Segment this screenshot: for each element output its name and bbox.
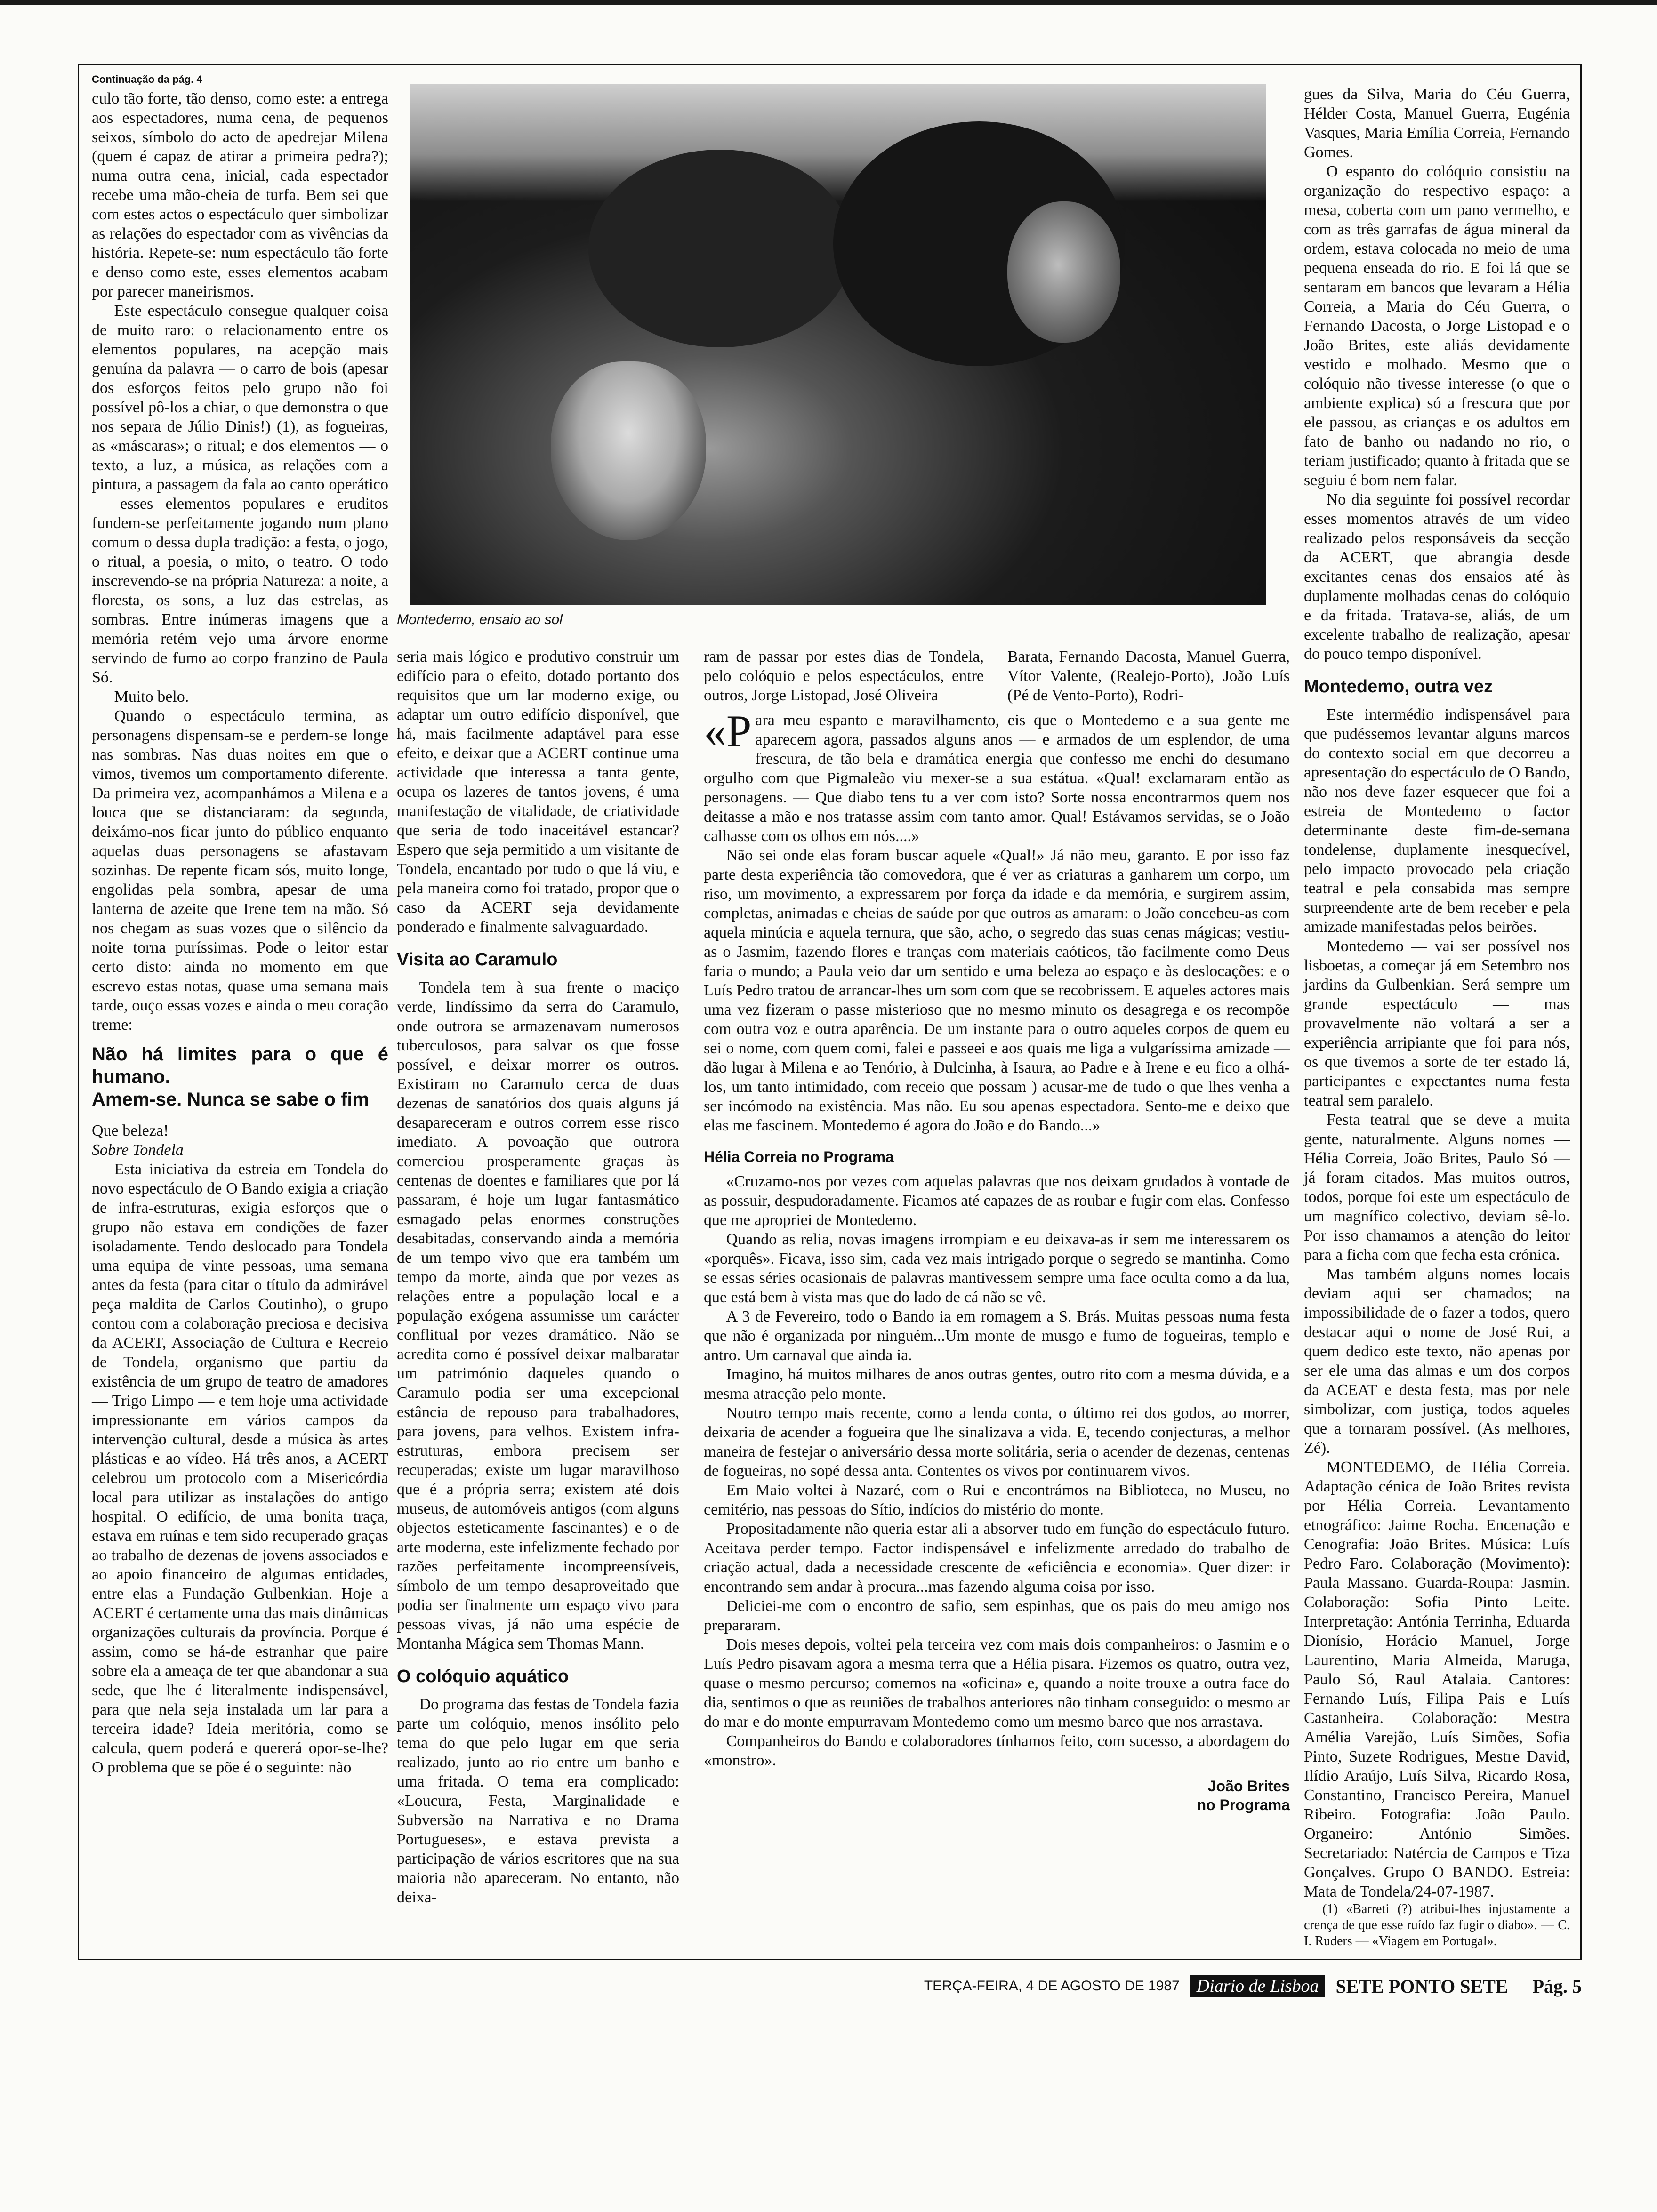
newspaper-logo: Diario de Lisboa [1190, 1975, 1326, 1997]
photo-figure [588, 150, 852, 347]
col5-paragraph: Montedemo — vai ser possível nos lisboetas, a começar já em Setembro nos jardins da Gulbenkian. Será sempre um grande espectáculo — mas provavelmente não voltará a ser a experiência arripiante que foi para nós, os que tivemos a sorte de ter estado lá, participantes e expectantes numa festa teatral sem paralelo. [1304, 938, 1570, 1109]
page-footer [805, 1972, 1582, 2000]
drop-cap: «P [704, 706, 752, 756]
program-paragraph: Em Maio voltei à Nazaré, com o Rui e encontrámos na Biblioteca, no Museu, no cemitério, nas pessoas do Sítio, indícios do mistério do monte. [704, 1482, 1290, 1518]
col4-paragraph: Barata, Fernando Dacosta, Manuel Guerra, Vítor Valente, (Realejo-Porto), João Luís (Pé de Vento-Porto), Rodri- [1007, 648, 1290, 704]
photo-face [1007, 201, 1120, 343]
section-heading-montedemo: Montedemo, outra vez [1304, 677, 1493, 697]
page-number: Pág. 5 [1532, 1975, 1582, 1997]
col5-paragraph: Mas também alguns nomes locais deviam aqui ser chamados; na impossibilidade de o fazer a todos, quero destacar aqui o nome de José Rui, a quem dedico este texto, não apenas por ser ele uma das almas e um dos corpos da ACEAT e desta festa, mas por nele simbolizar, com justiça, todos aqueles que a tornaram possível. (As melhores, Zé). [1304, 1266, 1570, 1457]
col1-paragraph: Muito belo. [114, 688, 189, 705]
program-paragraph: Quando as relia, novas imagens irrompiam e eu deixava-as ir sem me interessarem os «porquês». Ficava, isso sim, cada vez mais intrigado porque o segredo se mantinha. Como se essas séries ocasionais de palavras mantivessem sempre uma face oculta como a da lua, que está bem à vista mas que do lado de cá não se vê. [704, 1231, 1290, 1306]
program-paragraph: «Cruzamo-nos por vezes com aquelas palavras que nos deixam grudados à vontade de as possuir, despudoradamente. Ficamos até capazes de as roubar e fugir com elas. Confesso que me apropriei de Montedemo. [704, 1173, 1290, 1229]
column-4-top [1007, 647, 1290, 705]
footnote: (1) «Barreti (?) atribui-lhes injustamente a crença de que esse ruído faz fugir o diabo». — C. I. Ruders — «Viagem em Portugal». [1304, 1902, 1570, 1948]
col5-paragraph: O espanto do colóquio consistiu na organização do respectivo espaço: a mesa, coberta com um pano vermelho, e com as três garrafas de água mineral da ordem, estava colocada no meio de uma pequena enseada do rio. E foi lá que se sentaram em bancos que levaram a Hélia Correia, a Maria do Céu Guerra, o Fernando Dacosta, o Jorge Listopad e o João Brites, este aliás devidamente vestido e molhado. Mesmo que o colóquio não tivesse interesse (o que o ambiente explica) só a frescura que por ele passou, as crianças e os adultos em fato de banho ou nadando no rio, o teriam justificado; quanto à fritada que se seguiu é bom nem falar. [1304, 163, 1570, 489]
program-paragraph: Noutro tempo mais recente, como a lenda conta, o último rei dos godos, ao morrer, deixaria de acender a fogueira que lhe sinalizava a vida. E, tecendo conjecturas, a melhor maneira de festejar o aniversário dessa morte solitária, seria o acender de dezenas, centenas de fogueiras, no sopé dessa anta. Contentes os vivos por continuarem vivos. [704, 1404, 1290, 1480]
section-name: SETE PONTO SETE [1335, 1975, 1508, 1997]
program-paragraph: Imagino, há muitos milhares de anos outras gentes, outro rito com a mesma dúvida, e a mesma atracção pelo monte. [704, 1366, 1290, 1403]
footer-date: TERÇA-FEIRA, 4 DE AGOSTO DE 1987 [924, 1978, 1180, 1994]
program-paragraph: Propositadamente não queria estar ali a absorver tudo em função do espectáculo futuro. Aceitava perder tempo. Factor indispensável e infelizmente arredado do trabalho de criação actual, dada a necessidade crescente de «eficiência e economia». Quer dizer: ir encontrando sem andar à procura...mas fazendo alguma coisa por isso. [704, 1520, 1290, 1595]
program-paragraph: Não sei onde elas foram buscar aquele «Qual!» Já não meu, garanto. E por isso faz parte desta experiência tão comovedora, que é ver as criaturas a ganharem um corpo, um riso, um movimento, a expressarem por força da idade e da memória, e surgirem assim, completas, animadas e cheias de saúde por que outros as amaram: o João concebeu-as com aquela minúcia e aquela ternura, que são, acho, o segredo das suas cenas mágicas; vestiu-as o Jasmim, fazendo flores e tranças com materiais caóticos, tão facilmente como Deus faria o mundo; a Paula veio dar um sentido e uma beleza ao espaço e às deslocações: e o Luís Pedro tratou de arrancar-lhes um som com que se recobrissem. E aqueles actores mais uma vez fizeram o passe misterioso que no mesmo minuto os desagrega e os recompõe com outra voz e outra aparência. De um instante para o outro aqueles corpos de quem eu sei o nome, com quem comi, falei e passeei e aos quais me liga a vulgaríssima amizade — dão lugar à Milena e ao Tenório, à Dulcinha, à Isaura, ao Padre e à Irene e eu fico a olhá-los, um tanto intimidado, com receio que possam ) acusar-me de tudo o que lhes venha a ser incómodo na existência. Mas não. Eu sou apenas espectadora. Sento-me e deixo que elas me fascinem. Montedemo é agora do João e do Bando...» [704, 847, 1290, 1134]
col5-paragraph: gues da Silva, Maria do Céu Guerra, Hélder Costa, Manuel Guerra, Eugénia Vasques, Maria Emília Correia, Fernando Gomes. [1304, 86, 1570, 161]
col1-paragraph: Este espectáculo consegue qualquer coisa de muito raro: o relacionamento entre os elementos populares, na acepção mais genuína da palavra — o carro de bois (apesar dos esforços feitos pelo grupo não foi possível pô-los a chiar, o que demonstra o que nos separa de Júlio Dinis!) (1), as fogueiras, as «máscaras»; o ritual; e dos elementos — o texto, a luz, a música, as relações com a pintura, a passagem da fala ao canto operático — esses elementos populares e eruditos fundem-se perfeitamente jogando num plano comum o dessa dupla tradição: a festa, o jogo, o ritual, a poesia, o mito, o teatro. O todo inscrevendo-se na própria Natureza: a noite, a floresta, os sons, a luz das estrelas, as sombras. Entre inúmeras imagens que a memória retém vejo uma árvore enorme servindo de fumo ao corpo franzino de Paula Só. [92, 302, 388, 686]
col3-paragraph: ram de passar por estes dias de Tondela, pelo colóquio e pelos espectáculos, entre outros, Jorge Listopad, José Oliveira [704, 648, 984, 704]
section-heading-caramulo: Visita ao Caramulo [397, 950, 558, 970]
photo-caption: Montedemo, ensaio ao sol [397, 612, 563, 627]
quote-headline [92, 1043, 388, 1111]
col1-paragraph: culo tão forte, tão denso, como este: a entrega aos espectadores, numa cena, de pequenos seixos, símbolo do acto de apedrejar Milena (quem é capaz de atirar a primeira pedra?); numa outra cena, inicial, cada espectador recebe uma mão-cheia de turfa. Bem sei que com estes actos o espectáculo quer simbolizar as relações do espectador com as vivências da história. Repete-se: num espectáculo tão forte e denso como este, esses elementos acabam por parecer maneirismos. [92, 90, 388, 300]
credits-paragraph: MONTEDEMO, de Hélia Correia. Adaptação cénica de João Brites revista por Hélia Correia. Levantamento etnográfico: Jaime Rocha. Encenação e Cenografia: João Brites. Música: Luís Pedro Faro. Colaboração (Movimento): Paula Massano. Guarda-Roupa: Jasmin. Colaboração: Sofia Pinto Leite. Interpretação: Antónia Terrinha, Eduarda Dionísio, Horácio Manuel, Jorge Laurentino, Maria Almeida, Maruga, Paulo Só, Raul Atalaia. Cantores: Fernando Luís, Filipa Pais e Luís Castanheira. Colaboração: Mestra Amélia Varejão, Luís Simões, Sofia Pinto, Suzete Rodrigues, Mestre David, Ilídio Araújo, Luís Silva, Ricardo Rosa, Constantino, Francisco Pereira, Manuel Ribeiro. Fotografia: João Paulo. Organeiro: António Simões. Secretariado: Natércia de Campos e Tiza Gonçalves. Grupo O BANDO. Estreia: Mata de Tondela/24-07-1987. [1304, 1459, 1570, 1900]
program-paragraph: A 3 de Fevereiro, todo o Bando ia em romagem a S. Brás. Muitas pessoas numa festa que não é organizada por ninguém...Um monte de musgo e fumo de fogueiras, templo e antro. Um carnaval que ainda ia. [704, 1308, 1290, 1364]
program-paragraph: Dois meses depois, voltei pela terceira vez com mais dois companheiros: o Jasmim e o Luís Pedro pisavam agora a mesma terra que a Hélia pisara. Fizemos os quatro, outra vez, quase o mesmo percurso; comemos na «oficina» e, quando a noite trouxe a outra face do dia, sentimos o que as reuniões de trabalhos anteriores não tinham conseguido: o mesmo ar do mar e do monte empurravam Montedemo como um mesmo barco que nos arrastava. [704, 1636, 1290, 1731]
section-heading-helia: Hélia Correia no Programa [704, 1148, 894, 1165]
col5-paragraph: Festa teatral que se deve a muita gente, naturalmente. Alguns nomes — Hélia Correia, João Brites, Paulo Só — já foram citados. Mas muitos outros, todos, porque foi este um espectáculo de um magnífico colectivo, deviam sê-lo. Por isso chamamos a atenção do leitor para a ficha com que fecha esta crónica. [1304, 1111, 1570, 1264]
photo-masked-face [551, 361, 706, 540]
photo-sky [410, 84, 1266, 201]
column-3-top [704, 647, 984, 705]
col1-paragraph: Esta iniciativa da estreia em Tondela do novo espectáculo de O Bando exigia a criação de infra-estruturas, exigia esforços que o grupo não estava em condições de fazer isoladamente. Tendo deslocado para Tondela uma equipa de vinte pessoas, uma semana antes da festa (para citar o título da admirável peça maldita de Carlos Coutinho), o grupo contou com a colaboração preciosa e decisiva da ACERT, Associação de Cultura e Recreio de Tondela, organismo que partiu da existência de um grupo de teatro de amadores — Trigo Limpo — e tem hoje uma actividade impressionante em vários campos da intervenção cultural, desde a música às artes plásticas e ao vídeo. Há três anos, a ACERT celebrou um protocolo com a Misericórdia local para utilizar as instalações do antigo hospital. O edifício, de uma bonita traça, estava em ruínas e tem sido recuperado graças ao trabalho de dezenas de jovens associados e ao apoio financeiro de algumas entidades, entre elas a Fundação Gulbenkian. Hoje a ACERT é certamente uma das mais dinâmicas organizações culturais da província. Porque é assim, como se há-de estranhar que paire sobre ela a ameaça de ter que abandonar a sua sede, que lhe é literalmente indispensável, para que nela seja instalada um lar para a terceira idade? Ideia meritória, como se calcula, quem poderá e quererá opor-se-lhe? O problema que se põe é o seguinte: não [92, 1161, 388, 1776]
quote-headline-line1: Não há limites para o que é humano. [92, 1044, 388, 1087]
column-2 [397, 647, 679, 1907]
col2-paragraph: Tondela tem à sua frente o maciço verde, lindíssimo da serra do Caramulo, onde outrora se armazenavam numerosos tuberculosos, para salvar os que fosse possível, e deixar morrer os outros. Existiram no Caramulo cerca de duas dezenas de sanatórios dos quais alguns já desapareceram e outros correm esse risco imediato. A povoação que outrora comerciou prosperamente graças às centenas de doentes e familiares que por lá passaram, é hoje um lugar fantasmático esmagado pelas enormes construções desabitadas, conservando ainda a memória de um tempo vivo que era também um tempo da morte, ainda que por vezes as relações entre a população local e a população exógena assumisse um carácter conflitual por vezes dramático. Não se acredita como é possível deixar malbaratar um património daqueles quando o Caramulo podia ser uma excepcional estância de repouso para trabalhadores, para jovens, para velhos. Existem infra-estruturas, embora precisem ser recuperadas; existe um lugar maravilhoso que é a própria serra; existem até dois museus, de automóveis antigos (com alguns objectos esteticamente fascinantes) e o de arte moderna, este infelizmente fechado por razões perfeitamente incompreensíveis, símbolo de um tempo desaproveitado que podia ser finalmente um espaço vivo para pessoas vivas, já não uma espécie de Montanha Mágica sem Thomas Mann. [397, 979, 679, 1652]
continuation-kicker: Continuação da pág. 4 [92, 73, 202, 85]
col2-paragraph: seria mais lógico e produtivo construir um edifício para o efeito, dotado portanto dos requisitos que um lar moderno exige, ou adaptar um outro edifício disponível, que há, mais facilmente adaptável para esse efeito, e deixar que a ACERT continue uma actividade que interessa a tanta gente, ocupa os lazeres de tantos jovens, é uma manifestação de vitalidade, de criatividade que seria de todo inaceitável estancar? Espero que seja permitido a um visitante de Tondela, encantado por tudo o que lá viu, e pela maneira como foi tratado, propor que o caso da ACERT seja devidamente ponderado e finalmente salvaguardado. [397, 648, 679, 936]
signature [704, 1777, 1290, 1814]
col1-subtitle: Sobre Tondela [92, 1141, 184, 1159]
column-1 [92, 73, 388, 1777]
section-heading-coloquio: O colóquio aquático [397, 1667, 569, 1686]
quote-headline-line2: Amem-se. Nunca se sabe o fim [92, 1089, 370, 1110]
top-rule [0, 0, 1657, 5]
col1-paragraph: Que beleza! [92, 1122, 169, 1139]
rehearsal-photo [410, 84, 1266, 605]
program-paragraph: Deliciei-me com o encontro de safio, sem espinhas, que os pais do meu amigo nos prepararam. [704, 1597, 1290, 1634]
signature-name: João Brites [1207, 1778, 1290, 1795]
column-5 [1304, 85, 1570, 1949]
col5-paragraph: No dia seguinte foi possível recordar esses momentos através de um vídeo realizado pelos responsáveis da secção da ACERT, que abrangia desde excitantes cenas dos ensaios até às duplamente molhadas cenas do colóquio e da fritada. Tratava-se, aliás, de um excelente trabalho de realização, apesar do pouco tempo disponível. [1304, 491, 1570, 663]
program-quote-paragraph [704, 706, 1290, 846]
col1-paragraph: Quando o espectáculo termina, as personagens dispensam-se e perdem-se longe nas sombras. Nas duas noites em que o vimos, tivemos um comportamento diferente. Da primeira vez, acompanhámos a Milena e a louca que se distanciaram: da segunda, deixámo-nos ficar junto do público enquanto aquelas duas personagens se afastavam sozinhas. De repente ficam sós, muito longe, engolidas pela sombra, apesar de uma lanterna de azeite que Irene tem na mão. Só nos chegam as suas vozes que o silêncio da noite torna puríssimas. Pode o leitor estar certo disto: ainda no momento em que escrevo estas notas, quase uma semana mais tarde, ouço essas vozes e ainda o meu coração treme: [92, 707, 388, 1034]
signature-source: no Programa [1197, 1796, 1290, 1813]
program-text-block [704, 706, 1290, 1814]
program-quote-text: ara meu espanto e maravilhamento, eis que o Montedemo e a sua gente me aparecem agora, passados alguns anos — e armados de um esplendor, de uma frescura, de tão bela e dramática energia que confesso me enchi do desumano orgulho com que Pigmaleão viu mexer-se a sua estátua. «Qual! exclamaram então as personagens. — Que diabo tens tu a ver com isto? Sorte nossa encontrarmos quem nos deitasse a mão e nos tratasse assim com tanto amor. Qual! Estávamos servidas, se o João calhasse com os olhos em nós....» [704, 712, 1290, 845]
col2-paragraph: Do programa das festas de Tondela fazia parte um colóquio, menos insólito pelo tema do que pelo lugar em que seria realizado, junto ao rio entre um banho e uma fritada. O tema era complicado: «Loucura, Festa, Marginalidade e Subversão na Narrativa e no Drama Portugueses», e estava prevista a participação de vários escritores que na sua maioria não apareceram. No entanto, não deixa- [397, 1696, 679, 1906]
program-paragraph: Companheiros do Bando e colaboradores tínhamos feito, com sucesso, a abordagem do «monstro». [704, 1732, 1290, 1769]
col5-paragraph: Este intermédio indispensável para que pudéssemos levantar alguns marcos do contexto social em que decorreu a apresentação do espectáculo de O Bando, não nos deve fazer esquecer que foi a estreia de Montedemo o factor determinante deste fim-de-semana tondelense, duplamente inesquecível, pelo impacto provocado pela criação teatral e pela consabida mas sempre surpreendente arte de bem receber e pela amizade manifestadas pelos beirões. [1304, 706, 1570, 936]
